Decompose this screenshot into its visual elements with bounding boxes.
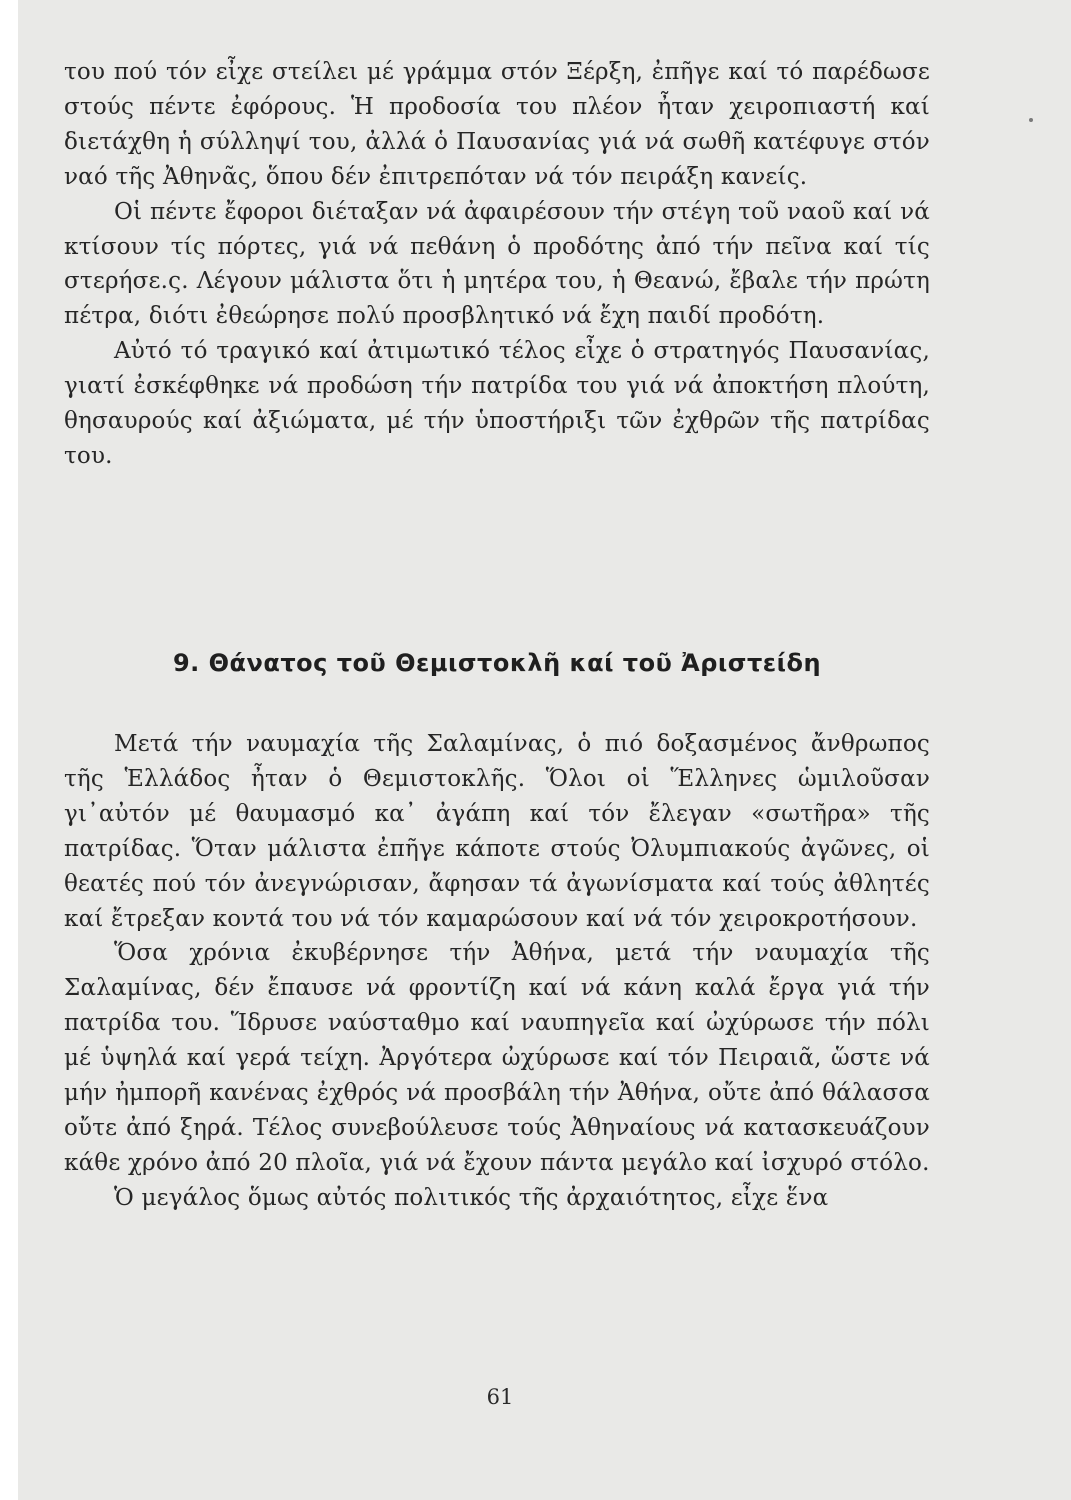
page-speck	[1029, 118, 1033, 122]
page-number: 61	[486, 1385, 514, 1409]
paragraph-continued: του πού τόν εἶχε στείλει μέ γράμμα στόν Ξέρξη, ἐπῆγε καί τό παρέδωσε στούς πέντε ἐφόρους. Ἡ προδοσία του πλέον ἦταν χειροπιαστή καί διετάχθη ἡ σύλληψί του, ἀλλά ὁ Παυσανίας γιά νά σωθῆ κατέφυγε στόν ναό τῆς Ἀθηνᾶς, ὅπου δέν ἐπιτρεπόταν νά τόν πειράξη κανείς.	[64, 59, 930, 190]
bottom-text-block	[64, 727, 930, 1216]
paragraph-politician: Ὁ μεγάλος ὅμως αὐτός πολιτικός τῆς ἀρχαιότητος, εἶχε ἕνα	[114, 1184, 829, 1211]
paragraph-ephors: Οἱ πέντε ἔφοροι διέταξαν νά ἀφαιρέσουν τήν στέγη τοῦ ναοῦ καί νά κτίσουν τίς πόρτες, γιά νά πεθάνη ὁ προδότης ἀπό τήν πεῖνα καί τίς στερήσε.ς. Λέγουν μάλιστα ὅτι ἡ μητέρα του, ἡ Θεανώ, ἔβαλε τήν πρώτη πέτρα, διότι ἐθεώρησε πολύ προσβλητικό νά ἔχη παιδί προδότη.	[64, 198, 930, 330]
paragraph-pausanias-end: Αὐτό τό τραγικό καί ἀτιμωτικό τέλος εἶχε ὁ στρατηγός Παυσανίας, γιατί ἐσκέφθηκε νά προδώση τήν πατρίδα του γιά νά ἀποκτήση πλούτη, θησαυρούς καί ἀξιώματα, μέ τήν ὑποστήριξι τῶν ἐχθρῶν τῆς πατρίδας του.	[64, 338, 930, 469]
top-text-block	[64, 55, 930, 474]
paragraph-themistocles-works: Ὅσα χρόνια ἐκυβέρνησε τήν Ἀθήνα, μετά τήν ναυμαχία τῆς Σαλαμίνας, δέν ἔπαυσε νά φροντίζη καί νά κάνη καλά ἔργα γιά τήν πατρίδα του. Ἵδρυσε ναύσταθμο καί ναυπηγεῖα καί ὠχύρωσε τήν πόλι μέ ὑψηλά καί γερά τείχη. Ἀργότερα ὠχύρωσε καί τόν Πειραιᾶ, ὥστε νά μήν ἠμπορῆ κανένας ἐχθρός νά προσβάλη τήν Ἀθήνα, οὔτε ἀπό θάλασσα οὔτε ἀπό ξηρά. Τέλος συνεβούλευσε τούς Ἀθηναίους νά κατασκευάζουν κάθε χρόνο ἀπό 20 πλοῖα, γιά νά ἔχουν πάντα μεγάλο καί ἰσχυρό στόλο.	[64, 940, 930, 1176]
paragraph-themistocles-glory: Μετά τήν ναυμαχία τῆς Σαλαμίνας, ὁ πιό δοξασμένος ἄνθρωπος τῆς Ἑλλάδος ἦταν ὁ Θεμιστοκλῆς. Ὅλοι οἱ Ἕλληνες ὡμιλοῦσαν γι᾽αὐτόν μέ θαυμασμό κα᾽ ἀγάπη καί τόν ἔλεγαν «σωτῆρα» τῆς πατρίδας. Ὅταν μάλιστα ἐπῆγε κάποτε στούς Ὀλυμπιακούς ἀγῶνες, οἱ θεατές πού τόν ἀνεγνώρισαν, ἄφησαν τά ἀγωνίσματα καί τούς ἀθλητές καί ἔτρεξαν κοντά του νά τόν καμαρώσουν καί νά τόν χειροκροτήσουν.	[64, 731, 930, 932]
section-heading: 9. Θάνατος τοῦ Θεμιστοκλῆ καί τοῦ Ἀριστείδη	[172, 649, 822, 677]
